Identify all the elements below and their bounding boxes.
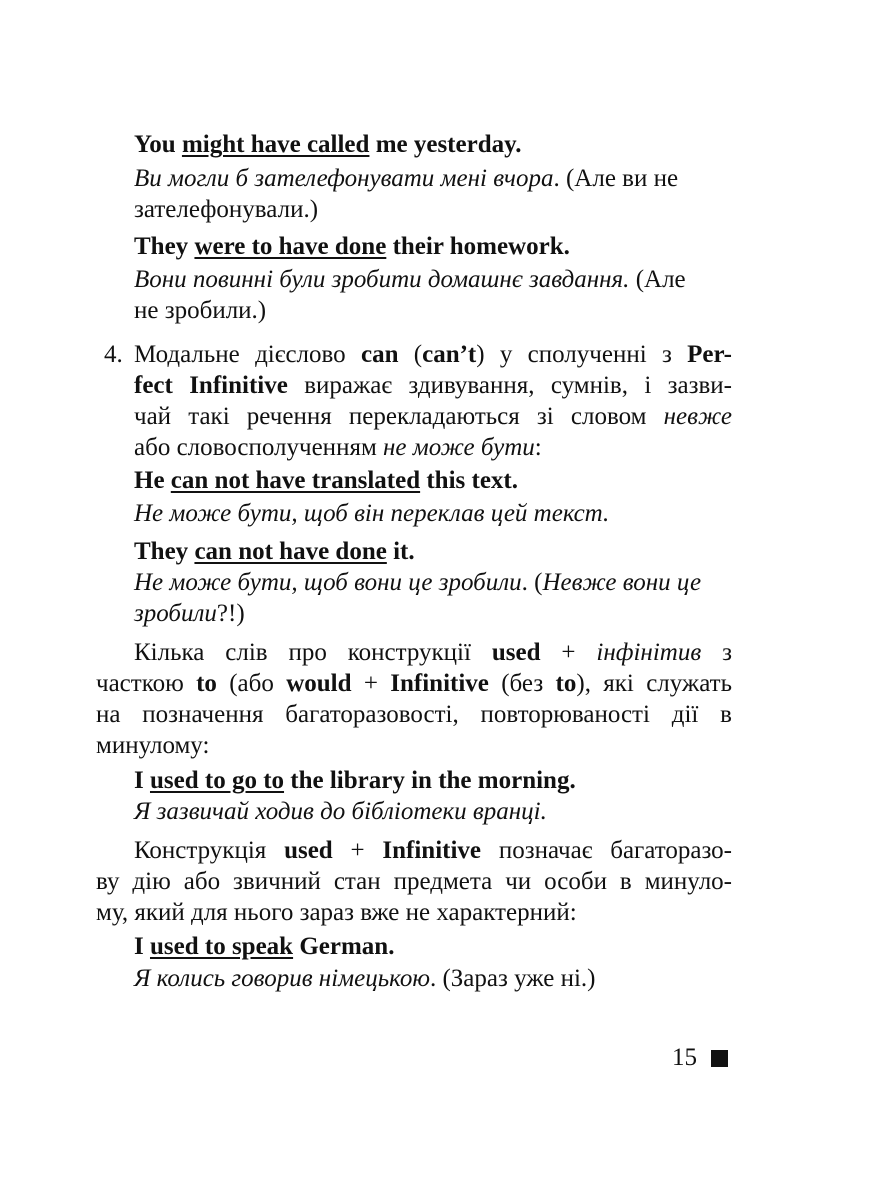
page-footer — [672, 1043, 728, 1073]
translation-italic: Невже вони це — [542, 569, 702, 596]
bold-run: used — [284, 837, 333, 864]
list-item-line — [134, 433, 542, 463]
paragraph-line — [134, 638, 732, 668]
bold-run: can’t — [422, 341, 477, 368]
example-sentence — [134, 466, 518, 496]
translation-italic: Не може бути, щоб він переклав цей текст. — [134, 500, 610, 527]
text-run: Кілька слів про конструкції — [134, 639, 492, 666]
text-run: або словосполученням — [134, 434, 384, 461]
bold-run: to — [196, 670, 217, 697]
example-text: He — [134, 467, 171, 494]
text-run: + — [540, 639, 597, 666]
list-item-line — [134, 371, 732, 401]
bold-run: would — [286, 670, 352, 697]
translation-plain: ?!) — [216, 600, 245, 627]
translation-line — [134, 296, 266, 326]
example-underlined: were to have done — [194, 233, 387, 260]
example-text: me yesterday. — [369, 131, 522, 158]
translation-italic: Я зазвичай ходив до бібліотеки вранці. — [134, 798, 547, 825]
example-text: I — [134, 767, 150, 794]
translation-italic: зробили — [134, 600, 217, 627]
translation-line — [134, 599, 245, 629]
bold-run: can — [360, 341, 399, 368]
example-text: their homework. — [386, 233, 570, 260]
example-text: it. — [386, 538, 415, 565]
example-sentence — [134, 232, 570, 262]
bold-run: Infinitive — [382, 837, 482, 864]
paragraph-line — [134, 836, 732, 866]
translation-plain: . (Але ви не — [553, 165, 679, 192]
text-run: ( — [398, 341, 423, 368]
example-underlined: can not have translated — [170, 467, 421, 494]
translation-plain: . (Зараз уже ні.) — [429, 965, 596, 992]
bold-run: used — [491, 639, 541, 666]
example-sentence — [134, 130, 521, 160]
text-run: минулому: — [96, 732, 210, 759]
text-run: Модальне дієслово — [134, 341, 361, 368]
list-item-line — [134, 402, 732, 432]
example-sentence — [134, 537, 415, 567]
text-run: на позначення багаторазовості, повторюваності дії в — [96, 701, 732, 728]
bold-run: Per- — [687, 341, 732, 368]
example-underlined: might have called — [181, 131, 370, 158]
text-run: + — [332, 837, 383, 864]
translation-italic: Не може бути, щоб вони це зробили — [134, 569, 522, 596]
bold-run: fect Infinitive — [134, 372, 288, 399]
paragraph-line — [96, 669, 732, 699]
example-text: the library in the morning. — [284, 767, 576, 794]
example-underlined: can not have done — [194, 538, 387, 565]
example-underlined: used to go to — [149, 767, 285, 794]
text-run: ), які служать — [576, 670, 732, 697]
translation-line — [134, 797, 547, 827]
text-run: (без — [488, 670, 556, 697]
text-run: + — [351, 670, 391, 697]
translation-italic: Вони повинні були зробити домашнє завдання. — [134, 266, 630, 293]
list-number: 4. — [104, 341, 123, 368]
text-run: : — [534, 434, 542, 461]
list-item-line — [134, 340, 732, 370]
paragraph-line — [96, 731, 209, 761]
text-run: виражає здивування, сумнів, і зазви- — [287, 372, 732, 399]
paragraph-line — [96, 898, 577, 928]
paragraph-line — [96, 867, 732, 897]
translation-line — [134, 164, 678, 194]
translation-italic: Я колись говорив німецькою — [134, 965, 430, 992]
text-run: му, який для нього зараз вже не характерний: — [96, 899, 577, 926]
text-run: з — [701, 639, 732, 666]
example-text: They — [134, 233, 195, 260]
italic-run: не може бути — [383, 434, 535, 461]
example-text: I — [134, 933, 150, 960]
translation-italic: Ви могли б зателефонувати мені вчора — [134, 165, 554, 192]
text-run: ву дію або звичний стан предмета чи особи в минуло- — [96, 868, 732, 895]
example-text: You — [134, 131, 182, 158]
italic-run: невже — [663, 403, 732, 430]
translation-plain: не зробили.) — [134, 297, 267, 324]
example-text: German. — [293, 933, 395, 960]
text-run: ) у сполученні з — [476, 341, 688, 368]
example-text: this text. — [420, 467, 519, 494]
translation-plain: (Але — [629, 266, 686, 293]
text-run: часткою — [96, 670, 197, 697]
translation-plain: зателефонували.) — [134, 196, 319, 223]
translation-line — [134, 195, 318, 225]
text-run: позначає багаторазо- — [481, 837, 732, 864]
translation-line — [134, 265, 686, 295]
page-number: 15 — [672, 1044, 697, 1071]
translation-line — [134, 499, 609, 529]
bold-run: to — [555, 670, 577, 697]
example-text: They — [134, 538, 195, 565]
text-run: чай такі речення перекладаються зі словом — [134, 403, 664, 430]
example-underlined: used to speak — [149, 933, 294, 960]
text-run: Конструкція — [134, 837, 285, 864]
square-marker-icon — [711, 1050, 728, 1067]
bold-run: Infinitive — [390, 670, 489, 697]
text-run: (або — [216, 670, 287, 697]
paragraph-line — [96, 700, 732, 730]
translation-plain: . ( — [521, 569, 543, 596]
example-sentence — [134, 932, 394, 962]
italic-run: інфінітив — [596, 639, 702, 666]
example-sentence — [134, 766, 576, 796]
translation-line — [134, 964, 595, 994]
translation-line — [134, 568, 701, 598]
